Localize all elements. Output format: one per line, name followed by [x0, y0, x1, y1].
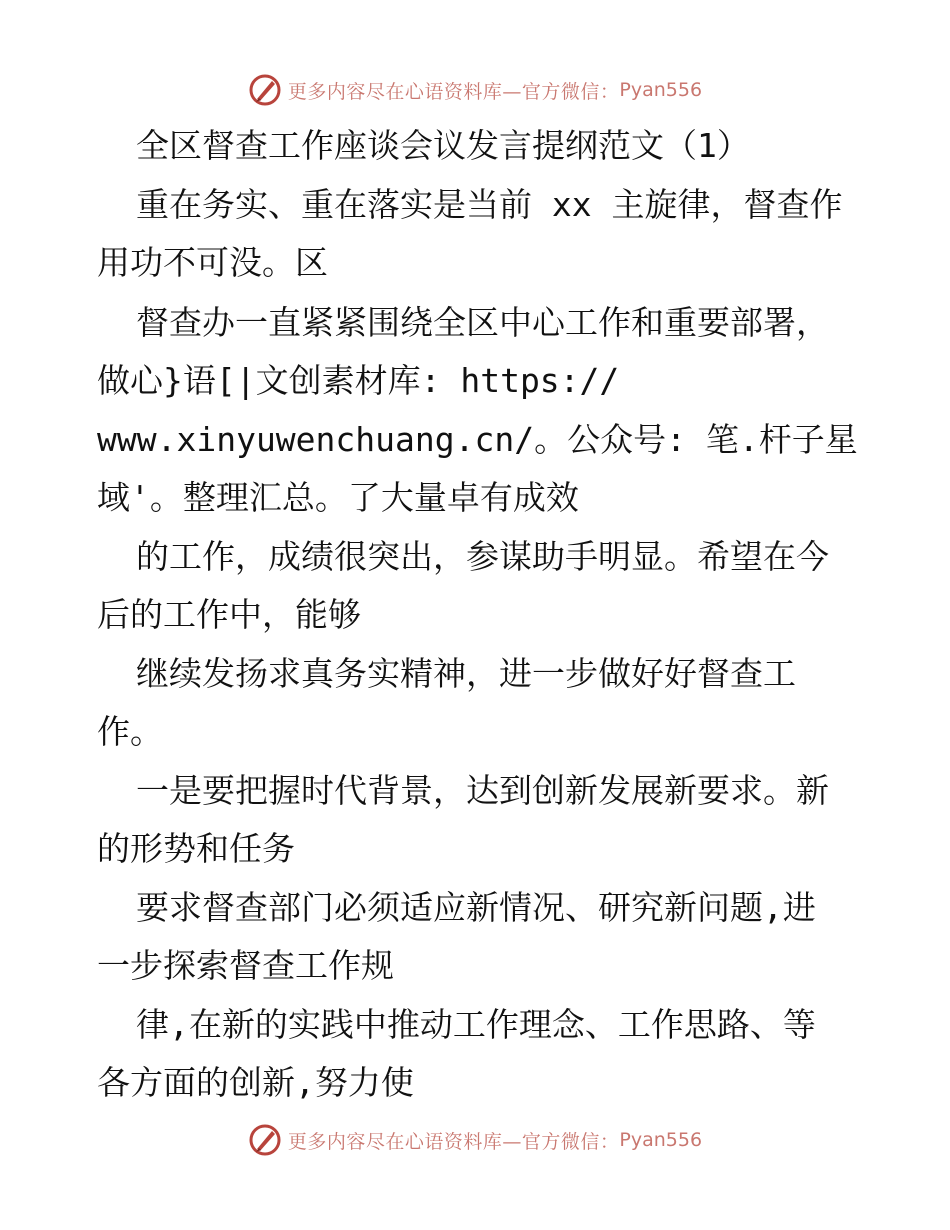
- banner-wechat-id: Pyan556: [619, 79, 703, 101]
- paragraph-line: 的形势和任务: [97, 829, 295, 868]
- paragraph-line: 重在务实、重在落实是当前 xx 主旋律，督查作: [136, 185, 843, 224]
- document-title: 全区督查工作座谈会议发言提纲范文（1）: [136, 126, 750, 165]
- banner-text: 更多内容尽在心语资料库—官方微信：: [287, 80, 620, 103]
- paragraph-line: 做心}语[|文创素材库: https://: [97, 361, 620, 400]
- header-banner: [0, 70, 950, 110]
- quill-pen-logo-icon: [248, 73, 282, 107]
- paragraph-line: www.xinyuwenchuang.cn/。公众号: 笔.杆子星: [97, 420, 858, 459]
- banner-wechat-id: Pyan556: [619, 1129, 703, 1151]
- paragraph-line: 用功不可没。区: [97, 243, 328, 282]
- paragraph-line: 域'。整理汇总。了大量卓有成效: [97, 478, 579, 517]
- paragraph-line: 的工作，成绩很突出，参谋助手明显。希望在今: [136, 537, 829, 576]
- paragraph-line: 一步探索督查工作规: [97, 946, 394, 985]
- paragraph-line: 要求督查部门必须适应新情况、研究新问题,进: [136, 888, 816, 927]
- paragraph-line: 作。: [97, 712, 163, 751]
- paragraph-line: 各方面的创新,努力使: [97, 1063, 414, 1102]
- paragraph-line: 律,在新的实践中推动工作理念、工作思路、等: [136, 1005, 816, 1044]
- paragraph-line: 督查办一直紧紧围绕全区中心工作和重要部署，: [136, 303, 829, 342]
- paragraph-line: 后的工作中，能够: [97, 595, 361, 634]
- quill-pen-logo-icon: [248, 1123, 282, 1157]
- footer-banner: [0, 1120, 950, 1160]
- banner-text: 更多内容尽在心语资料库—官方微信：: [287, 1130, 620, 1153]
- paragraph-line: 一是要把握时代背景，达到创新发展新要求。新: [136, 771, 829, 810]
- paragraph-line: 继续发扬求真务实精神，进一步做好好督查工: [136, 654, 796, 693]
